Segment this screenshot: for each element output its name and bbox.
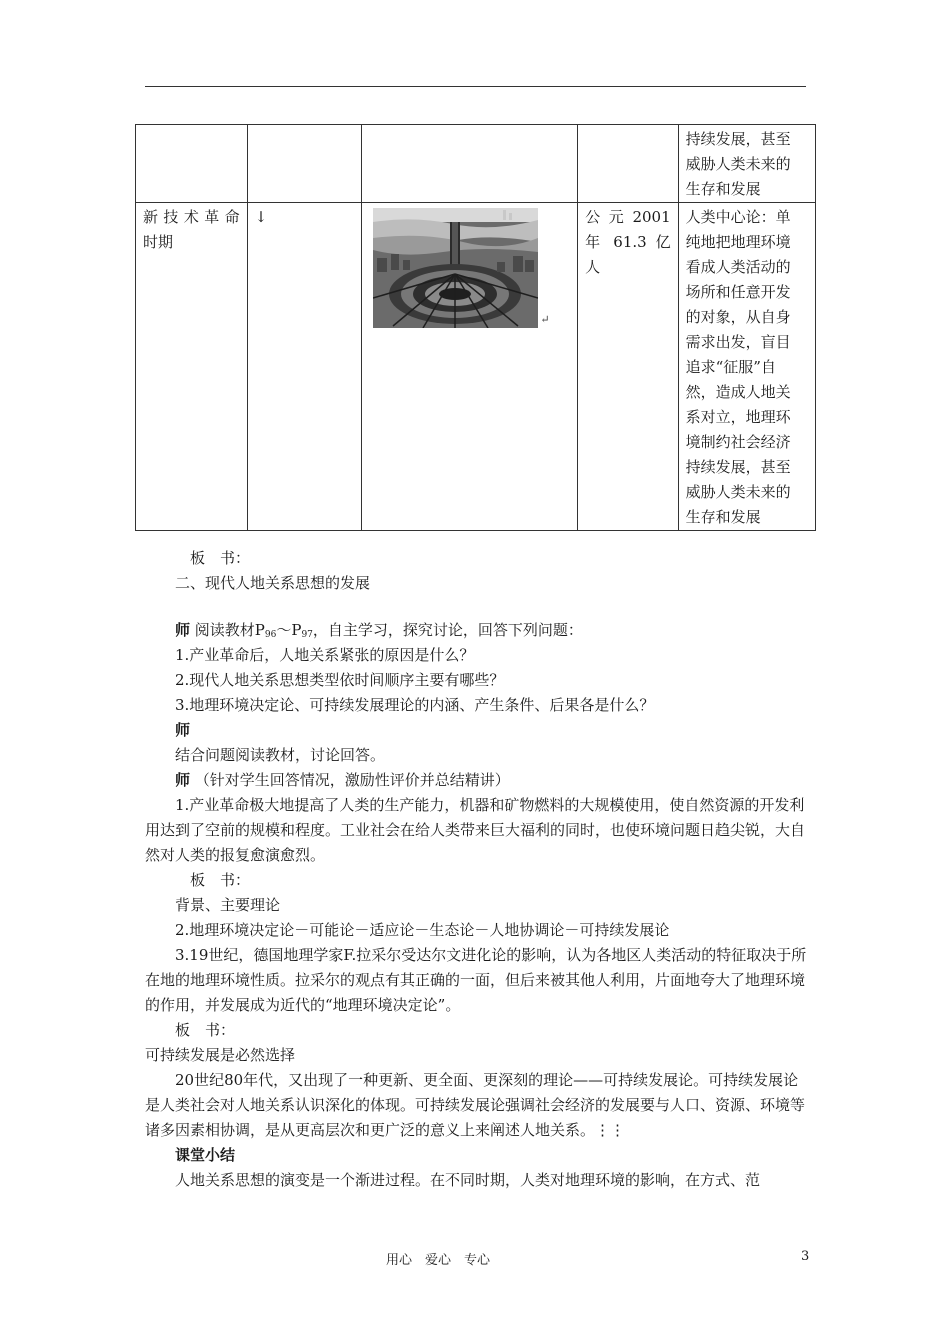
student-activity: 结合问题阅读教材，讨论回答。 (175, 746, 386, 764)
teacher-label: 师 (175, 621, 191, 639)
board-note: 板 书： (190, 549, 251, 567)
cell-line: 纯地把地理环境 (685, 233, 791, 251)
cell-line: 系对立，地理环 (685, 408, 791, 426)
cell-line: 人 (585, 258, 601, 276)
teacher-summary-line: 师 （针对学生回答情况，激励性评价并总结精讲） (175, 771, 510, 789)
city-aerial-illustration (373, 208, 538, 328)
human-land-table (135, 124, 816, 531)
table-cell (361, 125, 578, 203)
cell-line: 新技术革命 (143, 208, 240, 226)
cell-line: 威胁人类未来的 (685, 155, 791, 173)
cell-line: 境制约社会经济 (685, 433, 791, 451)
section-heading: 二、现代人地关系思想的发展 (175, 574, 371, 592)
cell-line: 时期 (143, 233, 174, 251)
answer-3: 3.19世纪，德国地理学家F.拉采尔受达尔文进化论的影响，认为各地区人类活动的特征取决于所在地的地理环境性质。拉采尔的观点有其正确的一面，但后来被其他人利用，片面地夸大了地理环境的作用，并发展成为近代的“地理环境决定论”。 (145, 946, 807, 1014)
teacher-label-line: 师 (175, 721, 191, 739)
question-3: 3.地理环境决定论、可持续发展理论的内涵、产生条件、后果各是什么？ (175, 696, 655, 714)
modern-city-image (373, 208, 550, 328)
table-cell (578, 125, 678, 203)
cell-line: 的对象，从自身 (685, 308, 791, 326)
cell-line: 人类中心论：单 (685, 208, 791, 226)
population-cell (578, 203, 678, 531)
answer-1: 1.产业革命极大地提高了人类的生产能力，机器和矿物燃料的大规模使用，使自然资源的开发利用达到了空前的规模和程度。工业社会在给人类带来巨大福利的同时，也使环境问题日趋尖锐，大自然对人类的报复愈演愈烈。 (145, 796, 806, 864)
cell-line: 生存和发展 (685, 180, 761, 198)
cell-line: 公 元 2001 (585, 208, 671, 226)
human-land-view-cell (678, 203, 815, 531)
teacher-label: 师 (175, 771, 191, 789)
answer-4: 20世纪80年代，又出现了一种更新、更全面、更深刻的理论——可持续发展论。可持续发展论是人类社会对人地关系认识深化的体现。可持续发展论强调社会经济的发展要与人口、资源、环境等诸多因素相协调，是从更高层次和更广泛的意义上来阐述人地关系。⋮⋮ (145, 1071, 806, 1139)
answer-2: 2.地理环境决定论－可能论－适应论－生态论－人地协调论－可持续发展论 (175, 921, 670, 939)
cell-line: 需求出发，盲目 (685, 333, 791, 351)
page-number: 3 (801, 1249, 810, 1264)
cell-line: 然，造成人地关 (685, 383, 791, 401)
question-2: 2.现代人地关系思想类型依时间顺序主要有哪些？ (175, 671, 505, 689)
table-cell (136, 125, 248, 203)
table-row (136, 125, 816, 203)
header-rule (145, 86, 806, 87)
footer-motto: 用心 爱心 专心 (386, 1253, 491, 1268)
cell-line: 持续发展，甚至 (685, 130, 791, 148)
board-text: 可持续发展是必然选择 (145, 1046, 296, 1064)
table-row (136, 203, 816, 531)
human-land-view-cell (678, 125, 815, 203)
lesson-body (145, 546, 810, 1193)
teacher-instruction: 师 阅读教材$P_{96}\sim P_{97}$，自主学习，探究讨论，回答下列问题： (175, 621, 583, 640)
question-1: 1.产业革命后，人地关系紧张的原因是什么？ (175, 646, 475, 664)
board-text: 背景、主要理论 (175, 896, 281, 914)
cell-line: 看成人类活动的 (685, 258, 791, 276)
paragraph-mark-icon: ↵ (540, 313, 550, 326)
board-note: 板 书： (190, 871, 251, 889)
cell-line: 生存和发展 (685, 508, 761, 526)
cell-line: 威胁人类未来的 (685, 483, 791, 501)
impact-cell (247, 203, 361, 531)
summary-title: 课堂小结 (175, 1146, 236, 1164)
cell-line: 持续发展，甚至 (685, 458, 791, 476)
image-cell (361, 203, 578, 531)
cell-line: 场所和任意开发 (685, 283, 791, 301)
cell-line: 追求“征服”自 (685, 358, 776, 376)
down-arrow-icon: ↓ (254, 208, 268, 226)
summary-text: 人地关系思想的演变是一个渐进过程。在不同时期，人类对地理环境的影响，在方式、范 (175, 1171, 761, 1189)
period-cell (136, 203, 248, 531)
board-note: 板 书： (175, 1021, 236, 1039)
cell-line: 年 61.3 亿 (585, 233, 671, 251)
table-cell (247, 125, 361, 203)
